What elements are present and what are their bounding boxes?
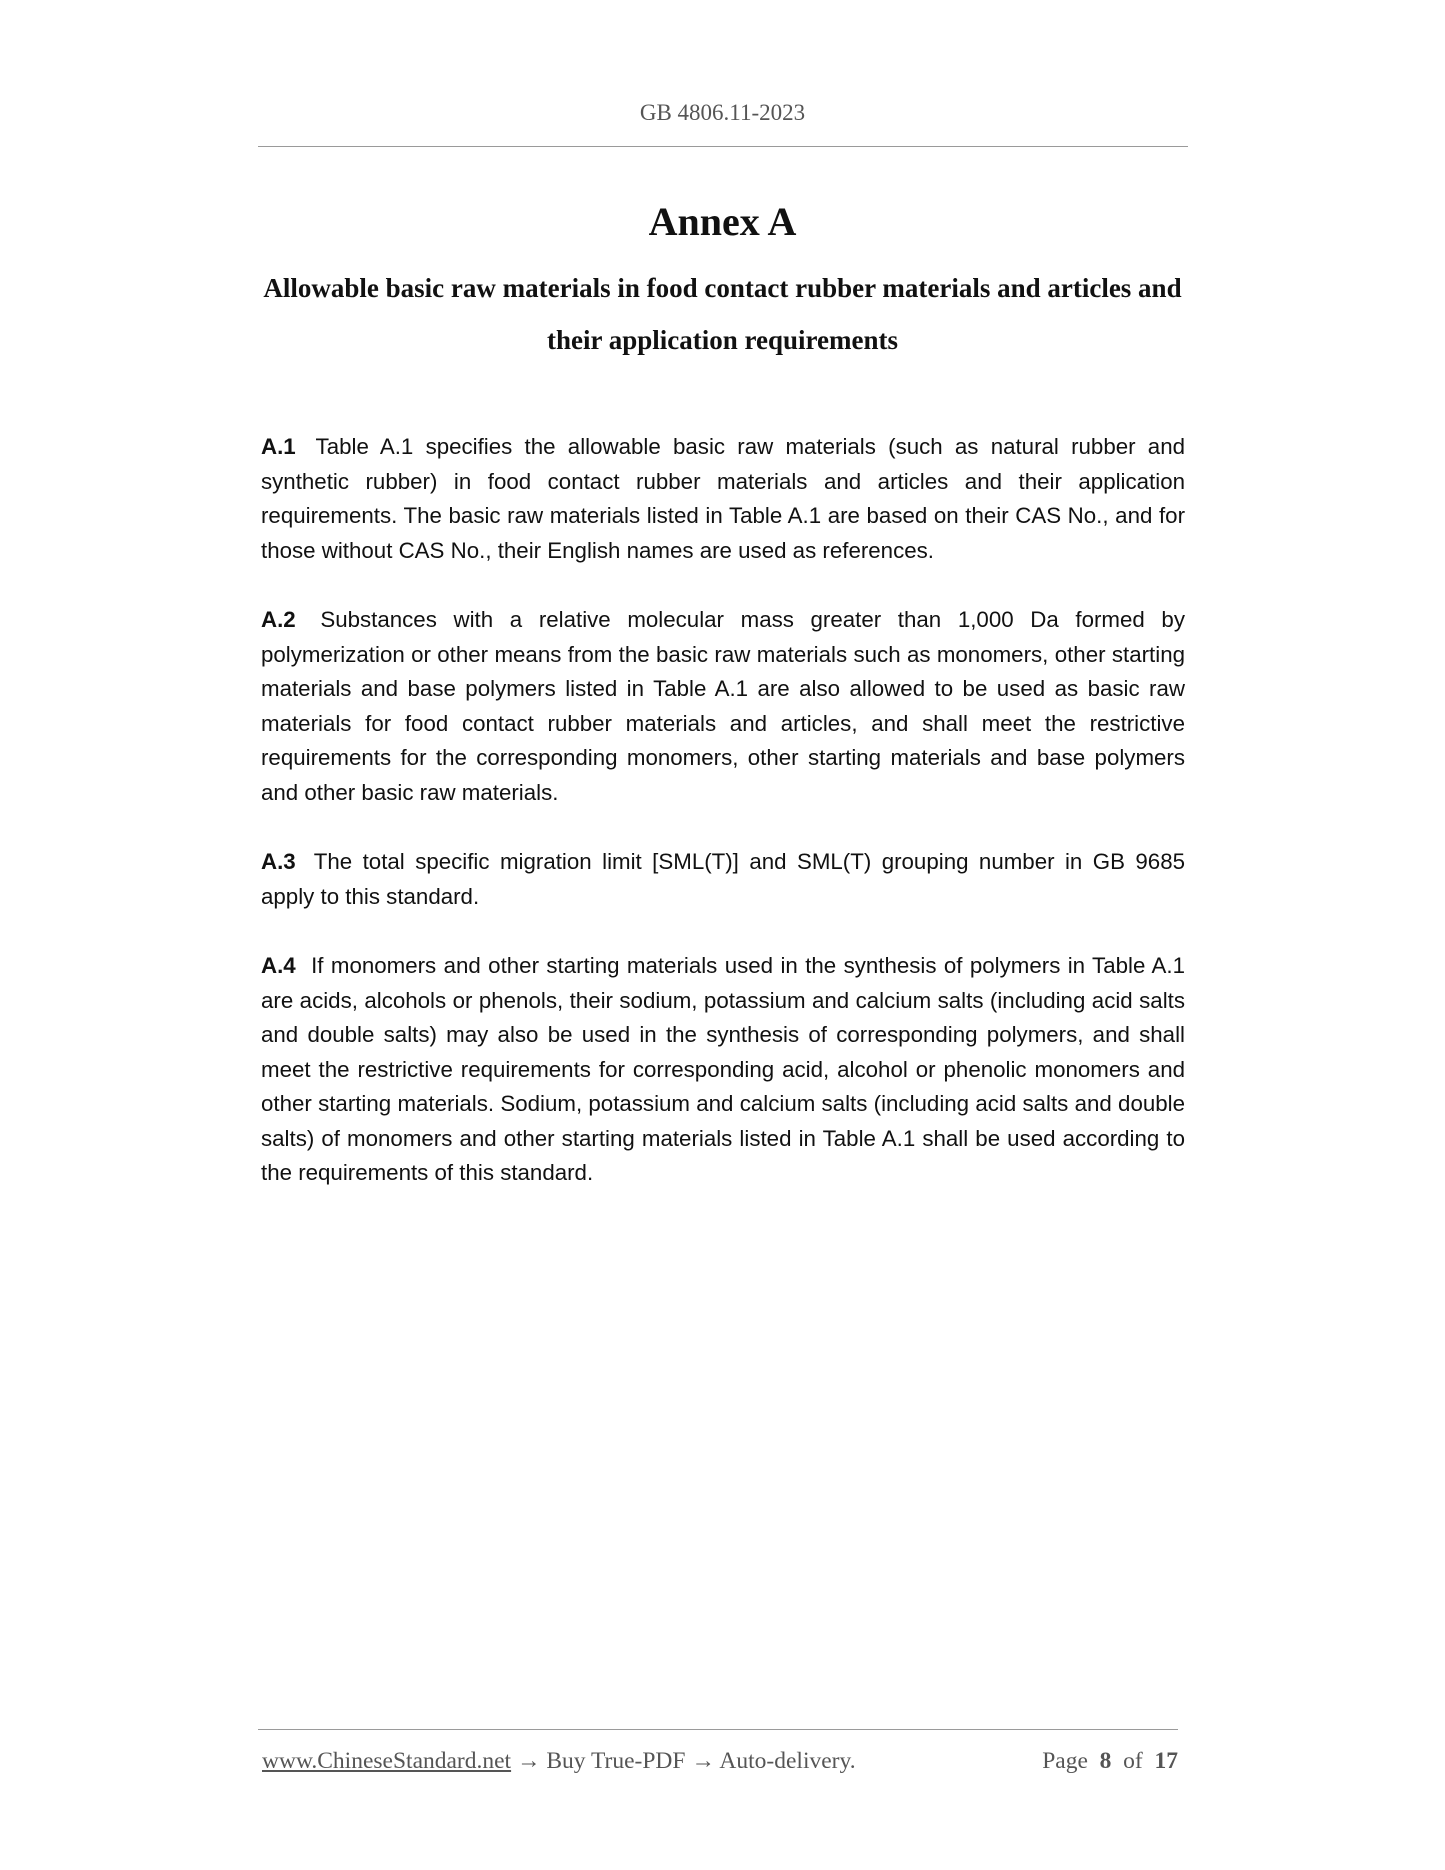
clause-number: A.1 bbox=[261, 434, 296, 459]
auto-delivery-text: Auto-delivery. bbox=[719, 1748, 856, 1774]
clause-number: A.3 bbox=[261, 849, 296, 875]
clause-a1 bbox=[261, 430, 1185, 568]
clause-text: Table A.1 specifies the allowable basic raw materials (such as natural rubber and synthetic rubber) in food contact rubber materials and articles and their application requirements. The basic raw materials listed in Table A.1 are based on their CAS No., and for those without CAS No., their English names are used as references. bbox=[261, 434, 1185, 563]
current-page-number: 8 bbox=[1099, 1748, 1112, 1774]
footer-promo bbox=[262, 1748, 856, 1775]
document-code: GB 4806.11-2023 bbox=[639, 100, 806, 125]
annex-subtitle: Allowable basic raw materials in food contact rubber materials and articles and their application requirements bbox=[263, 273, 1182, 355]
clause-a4 bbox=[261, 949, 1185, 1191]
header-divider bbox=[258, 146, 1188, 147]
clause-text: Substances with a relative molecular mass greater than 1,000 Da formed by polymerization or other means from the basic raw materials such as monomers, other starting materials and base polymers listed in Table A.1 are also allowed to be used as basic raw materials for food contact rubber materials and articles, and shall meet the restrictive requirements for the corresponding monomers, other starting materials and base polymers and other basic raw materials. bbox=[261, 606, 1185, 805]
page-indicator bbox=[1042, 1748, 1178, 1775]
of-word: of bbox=[1123, 1748, 1143, 1774]
buy-pdf-text: Buy True-PDF bbox=[546, 1748, 686, 1774]
arrow-right-icon: → bbox=[516, 1748, 541, 1774]
clause-a3 bbox=[261, 845, 1185, 914]
clause-a2 bbox=[261, 603, 1185, 811]
clause-number: A.4 bbox=[261, 952, 296, 978]
clause-number: A.2 bbox=[261, 606, 296, 632]
website-link[interactable]: www.ChineseStandard.net bbox=[262, 1748, 512, 1774]
clause-text: The total specific migration limit [SML(T)] and SML(T) grouping number in GB 9685 apply to this standard. bbox=[261, 849, 1186, 909]
annex-title: Annex A bbox=[648, 199, 797, 244]
total-pages-number: 17 bbox=[1154, 1748, 1178, 1774]
annex-body bbox=[261, 430, 1185, 1226]
clause-text: If monomers and other starting materials used in the synthesis of polymers in Table A.1 are acids, alcohols or phenols, their sodium, potassium and calcium salts (including acid salts and double salts) may also be used in the synthesis of corresponding polymers, and shall meet the restrictive requirements for corresponding acid, alcohol or phenolic monomers and other starting materials. Sodium, potassium and calcium salts (including acid salts and double salts) of monomers and other starting materials listed in Table A.1 shall be used according to the requirements of this standard. bbox=[261, 952, 1185, 1186]
page-word: Page bbox=[1042, 1748, 1088, 1774]
footer-divider bbox=[258, 1729, 1178, 1730]
arrow-right-icon: → bbox=[691, 1748, 715, 1774]
